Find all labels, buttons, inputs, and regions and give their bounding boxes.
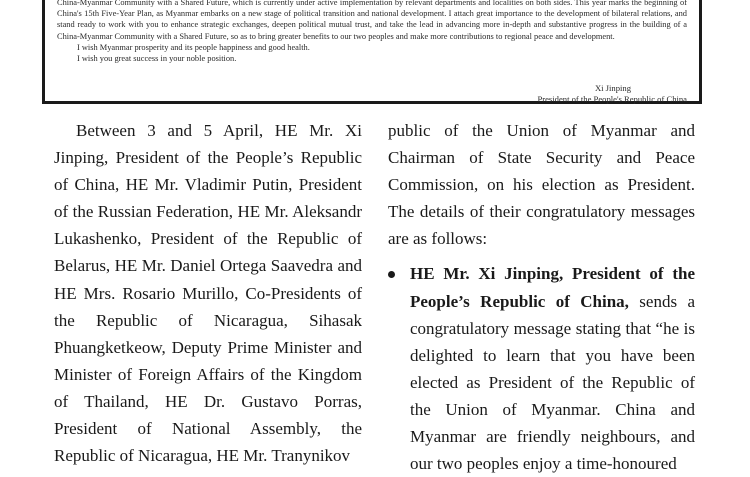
letter-wish-prosperity: I wish Myanmar prosperity and its people happiness and good health. <box>77 42 310 52</box>
left-paragraph: Between 3 and 5 April, HE Mr. Xi Jinping, President of the People’s Republic of China, HE Mr. Vladimir Putin, President of the Russian Federation, HE Mr. Aleksandr Lukashenko, President of the Republic of Belarus, HE Mr. Daniel Ortega Saavedra and HE Mrs. Rosario Murillo, Co-Presidents of the Republic of Nicaragua, Sihasak Phuangketkeow, Deputy Prime Minister and Minister of Foreign Affairs of the Kingdom of Thailand, HE Dr. Gustavo Porras, President of National Assembly, the Republic of Nicaragua, HE Mr. Tranynikov <box>54 121 362 466</box>
left-column <box>54 117 362 469</box>
letter-box <box>42 0 702 104</box>
letter-paragraph: China-Myanmar Community with a Shared Future, which is currently under active implementation by relevant departments and localities on both sides. This year marks the beginning of China's 15th Five-Year Plan, as Myanmar embarks on a new stage of political transition and national development. I attach great importance to the development of bilateral relations, and stand ready to work with you to enhance strategic exchanges, deepen political mutual trust, and take the lead in advancing more in-depth and substantive progress in the building of a China-Myanmar Community with a Shared Future, so as to bring greater benefits to our two peoples and make more contributions to regional peace and development. <box>57 0 687 41</box>
right-column <box>388 117 695 477</box>
signature-block <box>537 83 687 105</box>
bullet-body-text: sends a congratulatory message stating that “he is delighted to learn that you have been elected as President of the Republic of the Union of Myanmar. China and Myanmar are friendly neighbours, and our two peoples enjoy a time-honoured <box>410 291 695 474</box>
signature-name: Xi Jinping <box>594 83 631 93</box>
bullet-bold-lead: HE Mr. Xi Jinping, President of the People’s Republic of China, <box>410 264 695 311</box>
letter-wish-success: I wish you great success in your noble position. <box>77 54 237 64</box>
letter-body <box>57 0 687 64</box>
signature-title: President of the People's Republic of China <box>537 94 687 104</box>
bullet-dot-icon <box>388 271 395 278</box>
bullet-item-xi-jinping <box>388 260 695 477</box>
right-paragraph: public of the Union of Myanmar and Chairman of State Security and Peace Commission, on his election as President. The details of their congratulatory messages are as follows: <box>388 121 695 249</box>
